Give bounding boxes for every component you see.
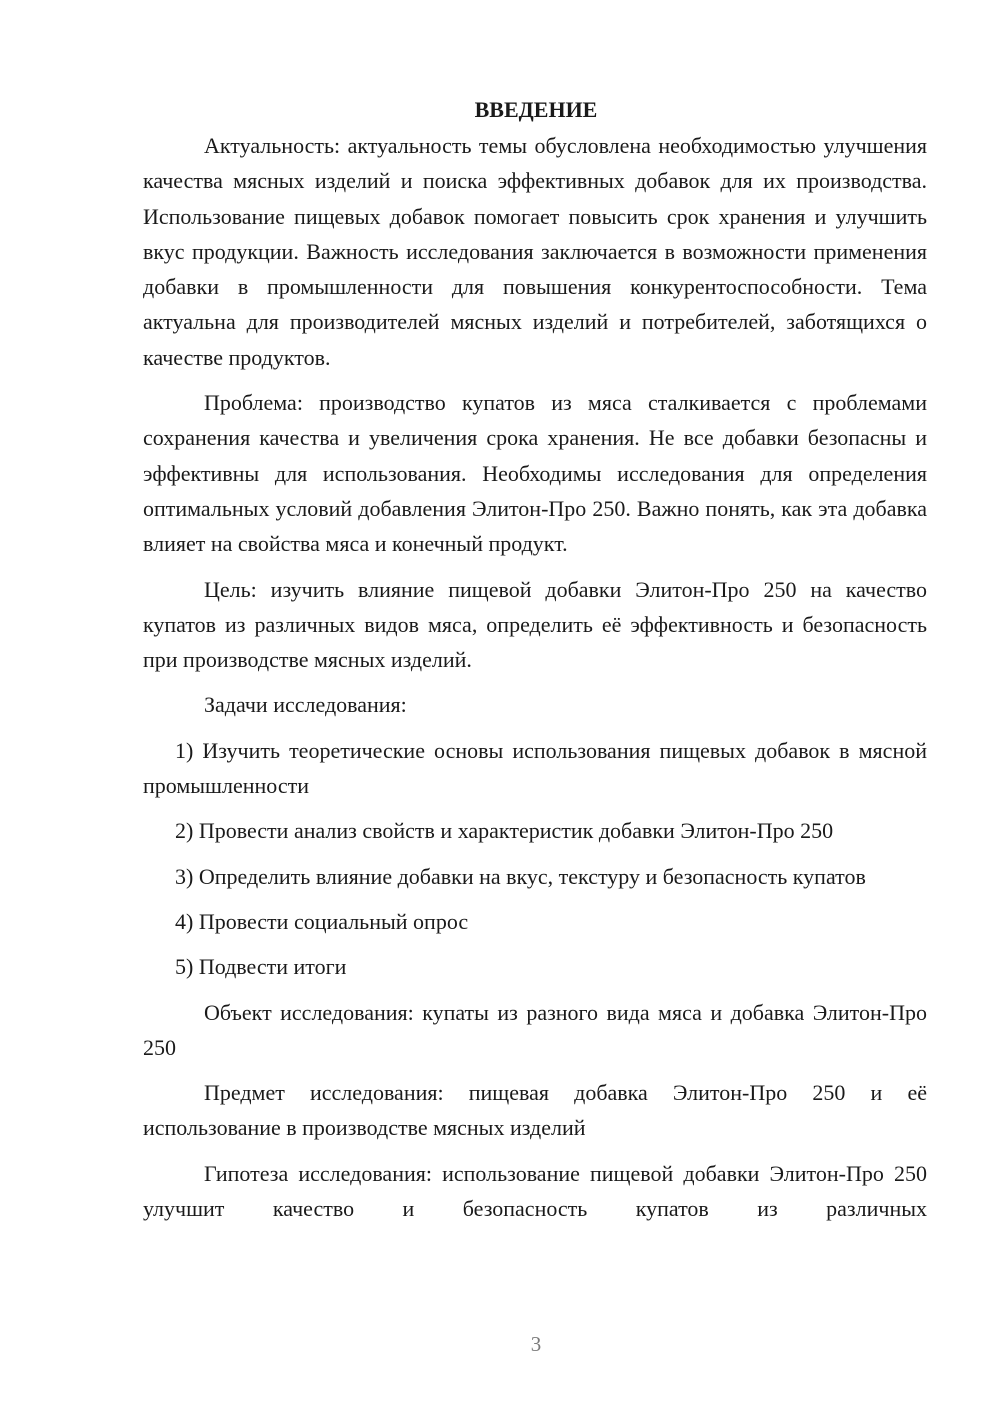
task-item-3: 3) Определить влияние добавки на вкус, текстуру и безопасность купатов <box>175 863 866 889</box>
section-title: ВВЕДЕНИЕ <box>474 97 598 122</box>
goal-paragraph: Цель: изучить влияние пищевой добавки Элитон-Про 250 на качество купатов из различных видов мяса, определить её эффективность и безопасность при производстве мясных изделий. <box>143 576 927 673</box>
subject-paragraph: Предмет исследования: пищевая добавка Элитон-Про 250 и её использование в производстве мясных изделий <box>143 1080 927 1141</box>
tasks-heading: Задачи исследования: <box>204 692 407 718</box>
task-item-4: 4) Провести социальный опрос <box>175 908 469 934</box>
problem-paragraph: Проблема: производство купатов из мяса сталкивается с проблемами сохранения качества и увеличения срока хранения. Не все добавки безопасны и эффективны для использования. Необходимы исследования для определения оптимальных условий добавления Элитон-Про 250. Важно понять, как эта добавка влияет на свойства мяса и конечный продукт. <box>143 390 927 557</box>
task-item-2: 2) Провести анализ свойств и характеристик добавки Элитон-Про 250 <box>175 818 834 844</box>
page-number: 3 <box>530 1332 542 1356</box>
hypothesis-paragraph: Гипотеза исследования: использование пищевой добавки Элитон-Про 250 улучшит качество и безопасность купатов из различных <box>143 1160 927 1222</box>
task-item-5: 5) Подвести итоги <box>175 954 347 980</box>
object-paragraph: Объект исследования: купаты из разного вида мяса и добавка Элитон-Про 250 <box>143 999 927 1060</box>
task-item-1: 1) Изучить теоретические основы использования пищевых добавок в мясной промышленности <box>143 737 927 799</box>
relevance-paragraph: Актуальность: актуальность темы обусловлена необходимостью улучшения качества мясных изделий и поиска эффективных добавок для их производства. Использование пищевых добавок помогает повысить срок хранения и улучшить вкус продукции. Важность исследования заключается в возможности применения добавки в промышленности для повышения конкурентоспособности. Тема актуальна для производителей мясных изделий и потребителей, заботящихся о качестве продуктов. <box>143 133 927 370</box>
document-page <box>143 92 927 1236</box>
